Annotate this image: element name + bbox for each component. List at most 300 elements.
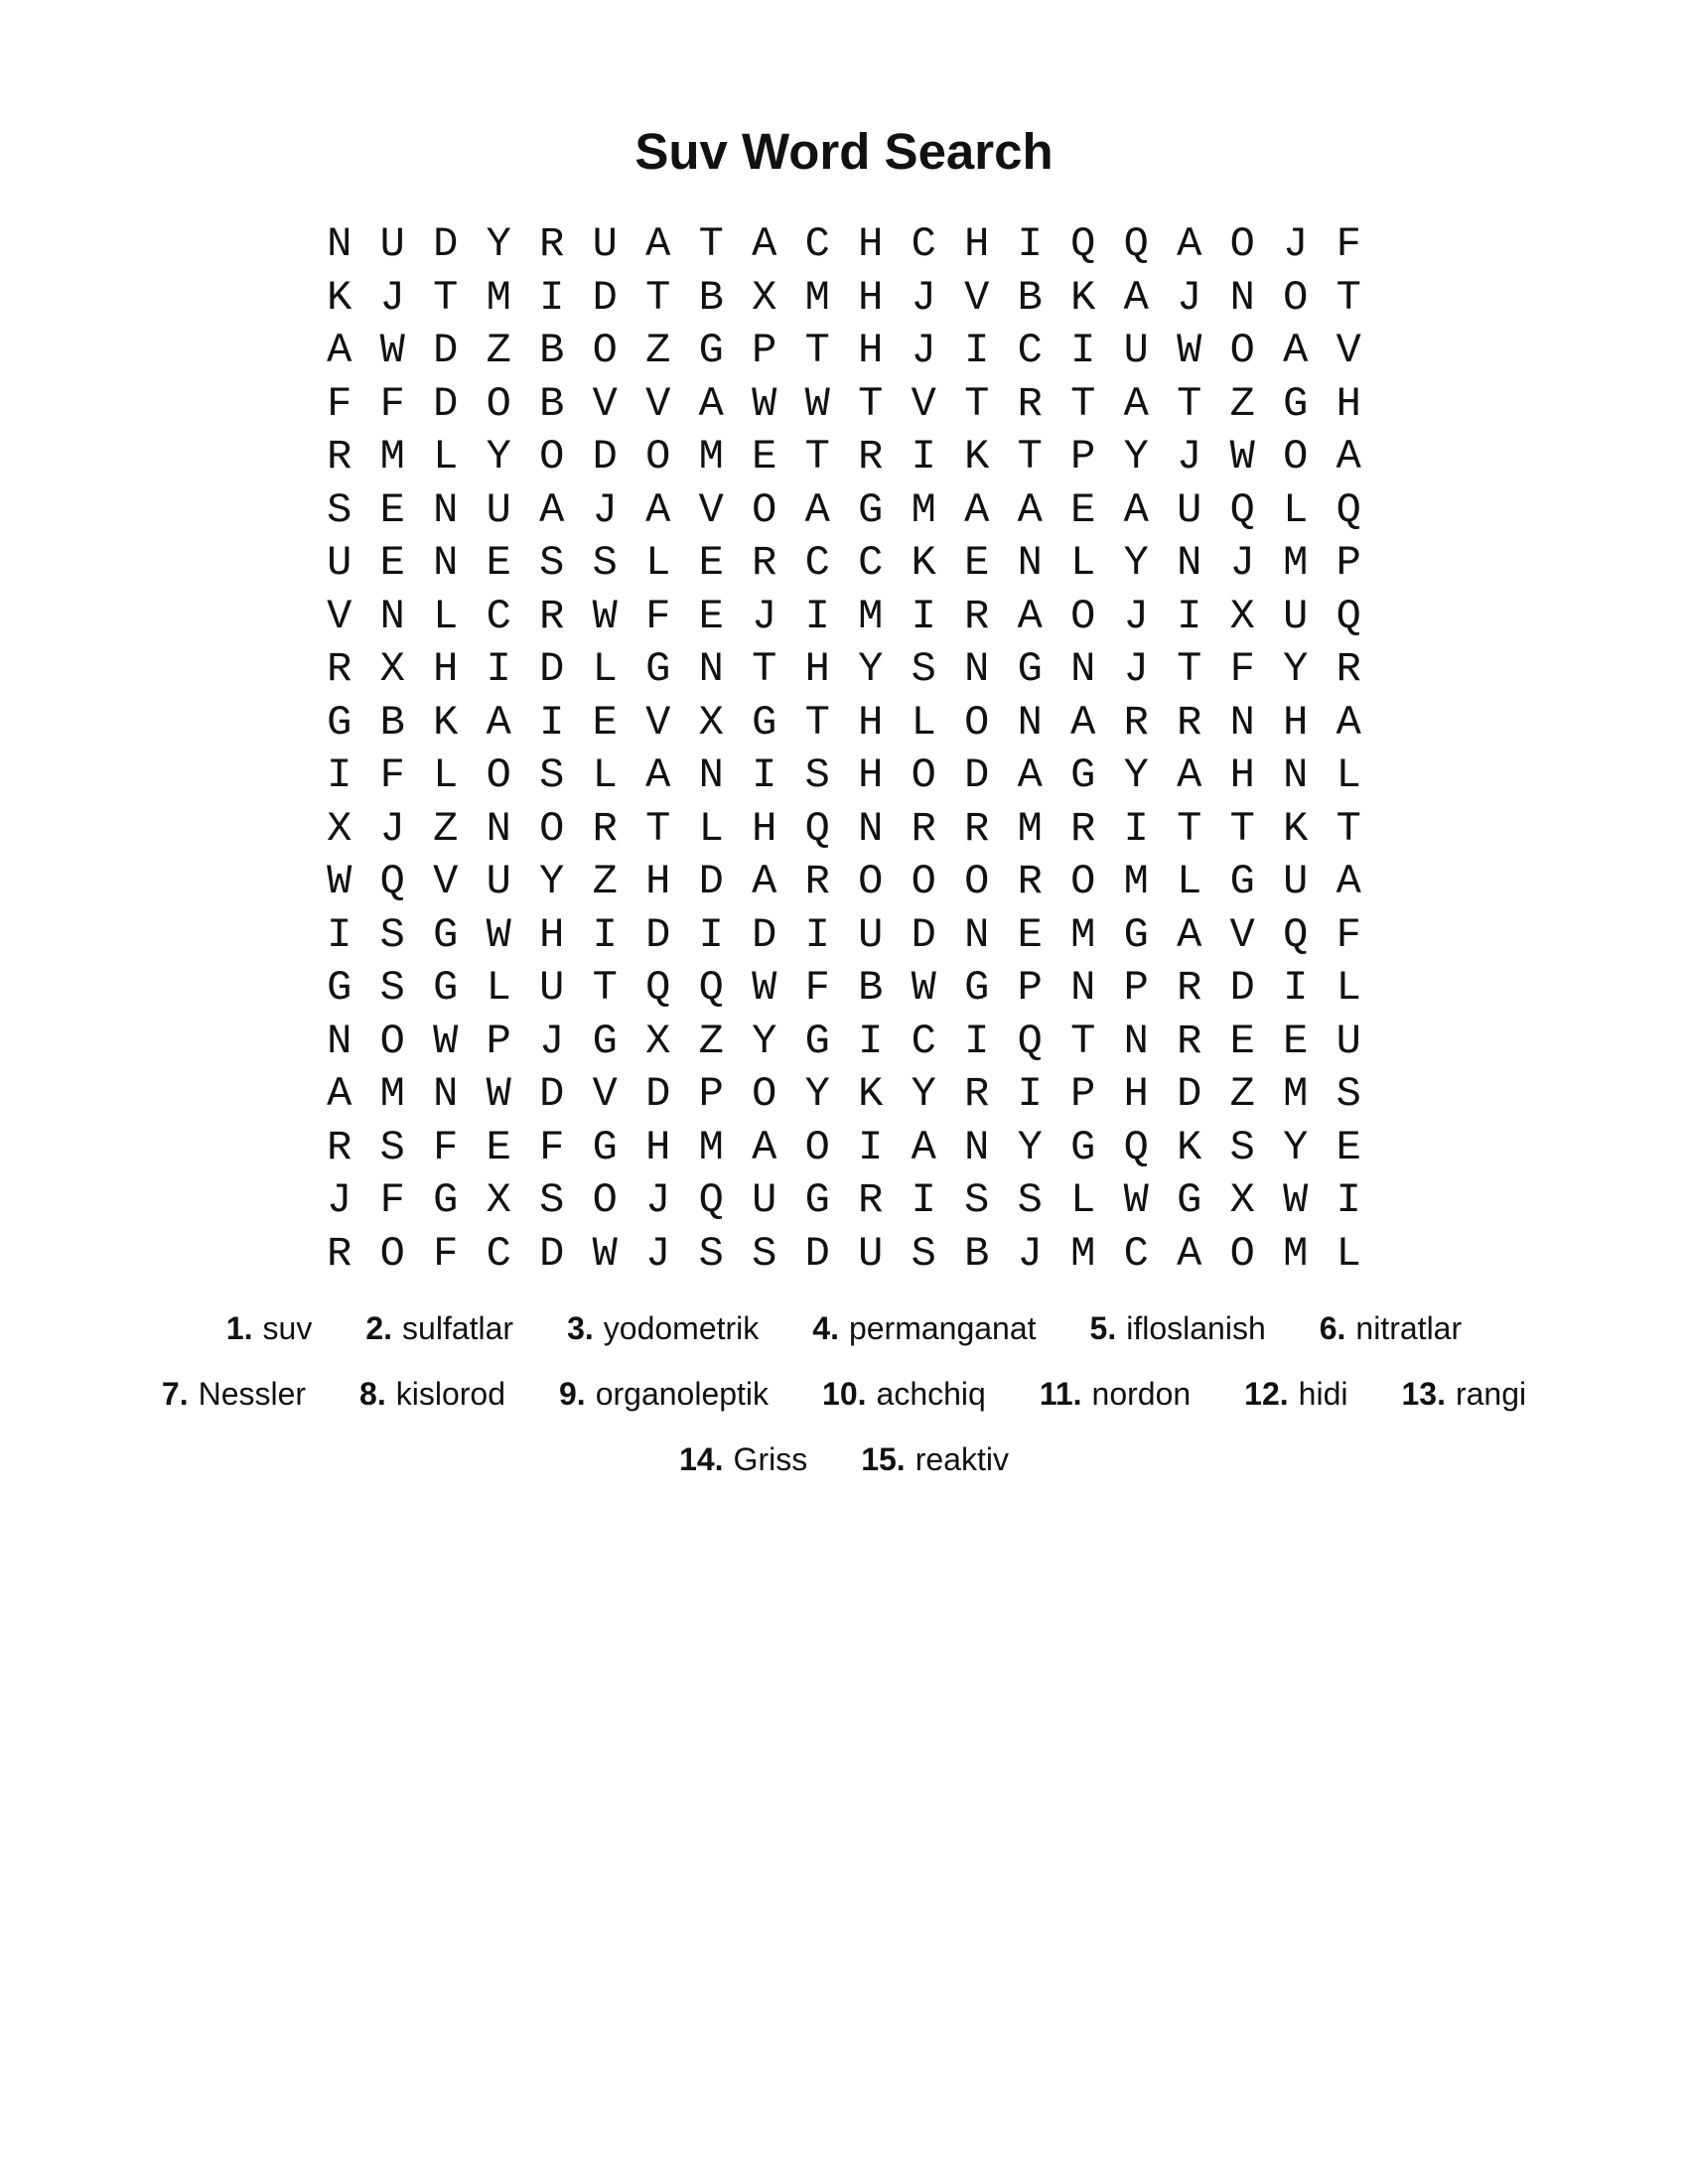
grid-cell: H: [858, 273, 884, 322]
grid-cell: J: [1123, 645, 1149, 693]
word-item: [812, 1310, 1036, 1347]
grid-cell: G: [1229, 858, 1255, 905]
grid-cell: H: [858, 751, 884, 799]
grid-cell: M: [804, 273, 830, 322]
grid-cell: R: [964, 592, 990, 640]
grid-cell: C: [911, 1017, 936, 1065]
grid-cell: U: [327, 539, 352, 587]
grid-cell: D: [539, 1070, 565, 1118]
grid-cell: S: [752, 1229, 777, 1278]
grid-cell: I: [911, 433, 936, 480]
word-text: rangi: [1455, 1375, 1527, 1412]
word-text: hidi: [1298, 1375, 1348, 1412]
grid-cell: J: [1283, 220, 1309, 268]
grid-cell: U: [379, 220, 405, 268]
grid-cell: T: [858, 379, 884, 428]
grid-cell: E: [592, 698, 618, 747]
grid-cell: A: [698, 379, 724, 428]
grid-cell: T: [1177, 645, 1202, 693]
grid-cell: Y: [752, 1017, 777, 1065]
grid-cell: M: [1283, 1229, 1309, 1278]
grid-row: [313, 1228, 1380, 1282]
grid-cell: O: [1229, 327, 1255, 374]
grid-cell: V: [1229, 910, 1255, 959]
grid-cell: J: [645, 1176, 671, 1224]
grid-cell: R: [327, 1123, 352, 1171]
grid-cell: A: [1123, 485, 1149, 534]
grid-cell: N: [1017, 539, 1043, 587]
grid-cell: B: [858, 964, 884, 1012]
grid-cell: G: [327, 698, 352, 747]
grid-cell: C: [486, 1229, 511, 1278]
grid-cell: I: [911, 1176, 936, 1224]
grid-row: [313, 484, 1380, 538]
grid-cell: Z: [1229, 1070, 1255, 1118]
grid-cell: O: [858, 858, 884, 905]
grid-cell: H: [1229, 751, 1255, 799]
grid-cell: E: [698, 592, 724, 640]
grid-cell: T: [1017, 433, 1043, 480]
grid-cell: V: [592, 1070, 618, 1118]
grid-cell: A: [911, 1123, 936, 1171]
word-number: 4.: [812, 1309, 839, 1346]
grid-cell: O: [592, 1176, 618, 1224]
grid-cell: C: [858, 539, 884, 587]
grid-cell: I: [804, 910, 830, 959]
grid-cell: U: [1283, 592, 1309, 640]
grid-cell: H: [858, 220, 884, 268]
grid-cell: H: [752, 804, 777, 853]
grid-cell: I: [858, 1017, 884, 1065]
word-item: [1040, 1376, 1191, 1413]
word-text: suv: [262, 1309, 313, 1346]
grid-cell: C: [1123, 1229, 1149, 1278]
grid-cell: I: [539, 698, 565, 747]
grid-cell: C: [911, 220, 936, 268]
grid-cell: Z: [433, 804, 459, 853]
word-number: 8.: [359, 1375, 386, 1412]
grid-cell: A: [752, 1123, 777, 1171]
grid-cell: E: [379, 485, 405, 534]
grid-cell: M: [379, 433, 405, 480]
word-text: sulfatlar: [402, 1309, 514, 1346]
grid-cell: D: [645, 1070, 671, 1118]
word-item: [567, 1310, 759, 1347]
grid-cell: Z: [645, 327, 671, 374]
page-title: Suv Word Search: [634, 123, 1054, 180]
grid-cell: O: [1229, 1229, 1255, 1278]
grid-row: [313, 750, 1380, 803]
grid-cell: H: [433, 645, 459, 693]
grid-cell: V: [433, 858, 459, 905]
grid-cell: O: [1229, 220, 1255, 268]
grid-cell: O: [752, 1070, 777, 1118]
grid-cell: R: [964, 1070, 990, 1118]
grid-cell: R: [858, 433, 884, 480]
grid-cell: D: [964, 751, 990, 799]
grid-cell: A: [327, 1070, 352, 1118]
grid-cell: W: [327, 858, 352, 905]
grid-cell: A: [1070, 698, 1096, 747]
grid-cell: E: [1070, 485, 1096, 534]
grid-cell: J: [645, 1229, 671, 1278]
grid-cell: F: [433, 1229, 459, 1278]
grid-cell: J: [1177, 433, 1202, 480]
grid-cell: D: [911, 910, 936, 959]
grid-cell: T: [1336, 273, 1361, 322]
grid-cell: I: [592, 910, 618, 959]
word-item: [861, 1441, 1009, 1478]
grid-cell: A: [1017, 485, 1043, 534]
grid-cell: F: [433, 1123, 459, 1171]
grid-cell: S: [379, 910, 405, 959]
grid-cell: V: [645, 698, 671, 747]
grid-cell: E: [698, 539, 724, 587]
grid-cell: J: [327, 1176, 352, 1224]
grid-cell: Y: [1123, 433, 1149, 480]
grid-cell: J: [379, 273, 405, 322]
grid-cell: U: [486, 485, 511, 534]
word-text: nitratlar: [1355, 1309, 1463, 1346]
grid-cell: L: [698, 804, 724, 853]
grid-cell: P: [1070, 1070, 1096, 1118]
word-item: [1320, 1310, 1462, 1347]
grid-cell: F: [1229, 645, 1255, 693]
grid-cell: O: [911, 858, 936, 905]
grid-cell: K: [858, 1070, 884, 1118]
word-text: kislorod: [395, 1375, 505, 1412]
grid-cell: N: [1070, 964, 1096, 1012]
grid-cell: F: [379, 751, 405, 799]
grid-cell: Q: [1283, 910, 1309, 959]
grid-cell: D: [1177, 1070, 1202, 1118]
grid-cell: Q: [698, 1176, 724, 1224]
grid-cell: G: [1283, 379, 1309, 428]
grid-cell: I: [327, 910, 352, 959]
grid-cell: L: [486, 964, 511, 1012]
grid-cell: Q: [1017, 1017, 1043, 1065]
grid-cell: P: [1336, 539, 1361, 587]
grid-cell: S: [1336, 1070, 1361, 1118]
grid-cell: S: [327, 485, 352, 534]
grid-cell: N: [1070, 645, 1096, 693]
grid-cell: G: [858, 485, 884, 534]
grid-row: [313, 325, 1380, 378]
grid-cell: W: [804, 379, 830, 428]
word-number: 3.: [567, 1309, 594, 1346]
grid-cell: D: [804, 1229, 830, 1278]
grid-cell: X: [379, 645, 405, 693]
grid-cell: R: [592, 804, 618, 853]
grid-cell: L: [1070, 539, 1096, 587]
grid-cell: I: [1070, 327, 1096, 374]
grid-cell: K: [1177, 1123, 1202, 1171]
grid-cell: O: [752, 485, 777, 534]
word-number: 1.: [225, 1309, 253, 1346]
grid-cell: L: [1070, 1176, 1096, 1224]
grid-cell: T: [964, 379, 990, 428]
grid-cell: S: [1229, 1123, 1255, 1171]
grid-cell: T: [804, 327, 830, 374]
grid-cell: V: [592, 379, 618, 428]
grid-cell: G: [1070, 1123, 1096, 1171]
grid-cell: N: [964, 1123, 990, 1171]
grid-cell: C: [804, 539, 830, 587]
grid-cell: W: [911, 964, 936, 1012]
grid-cell: P: [752, 327, 777, 374]
grid-cell: U: [752, 1176, 777, 1224]
grid-cell: O: [911, 751, 936, 799]
grid-cell: K: [1283, 804, 1309, 853]
grid-cell: U: [592, 220, 618, 268]
word-text: ifloslanish: [1126, 1309, 1266, 1346]
grid-row: [313, 537, 1380, 591]
grid-cell: P: [1123, 964, 1149, 1012]
grid-cell: D: [1229, 964, 1255, 1012]
grid-cell: S: [539, 751, 565, 799]
grid-cell: A: [1177, 910, 1202, 959]
grid-cell: I: [1283, 964, 1309, 1012]
grid-cell: S: [379, 964, 405, 1012]
grid-cell: L: [433, 433, 459, 480]
grid-cell: S: [804, 751, 830, 799]
grid-cell: R: [539, 592, 565, 640]
grid-row: [313, 962, 1380, 1016]
grid-row: [313, 909, 1380, 963]
word-number: 15.: [861, 1440, 906, 1477]
grid-cell: F: [1336, 910, 1361, 959]
grid-cell: I: [1017, 1070, 1043, 1118]
grid-cell: A: [645, 751, 671, 799]
grid-cell: V: [698, 485, 724, 534]
grid-cell: L: [592, 751, 618, 799]
grid-cell: H: [804, 645, 830, 693]
grid-cell: O: [486, 751, 511, 799]
grid-cell: O: [1070, 858, 1096, 905]
grid-cell: T: [1336, 804, 1361, 853]
grid-cell: I: [698, 910, 724, 959]
grid-cell: H: [858, 698, 884, 747]
grid-cell: M: [1123, 858, 1149, 905]
grid-cell: G: [433, 910, 459, 959]
grid-cell: A: [1123, 379, 1149, 428]
grid-cell: Q: [379, 858, 405, 905]
grid-cell: C: [804, 220, 830, 268]
grid-cell: B: [539, 327, 565, 374]
grid-cell: U: [1123, 327, 1149, 374]
word-number: 9.: [559, 1375, 586, 1412]
word-text: Griss: [733, 1440, 808, 1477]
grid-cell: O: [379, 1017, 405, 1065]
word-item: [679, 1441, 807, 1478]
grid-cell: U: [858, 910, 884, 959]
word-item: [559, 1376, 769, 1413]
grid-cell: N: [433, 485, 459, 534]
grid-cell: H: [1336, 379, 1361, 428]
grid-cell: L: [1177, 858, 1202, 905]
grid-cell: T: [1177, 804, 1202, 853]
grid-cell: S: [379, 1123, 405, 1171]
grid-cell: Q: [698, 964, 724, 1012]
grid-cell: M: [379, 1070, 405, 1118]
word-number: 7.: [161, 1375, 189, 1412]
grid-cell: V: [645, 379, 671, 428]
grid-cell: D: [539, 1229, 565, 1278]
grid-cell: W: [752, 964, 777, 1012]
grid-cell: J: [911, 273, 936, 322]
grid-cell: D: [433, 220, 459, 268]
grid-cell: B: [1017, 273, 1043, 322]
word-text: reaktiv: [914, 1440, 1009, 1477]
grid-cell: A: [752, 220, 777, 268]
grid-cell: V: [964, 273, 990, 322]
grid-cell: G: [1177, 1176, 1202, 1224]
grid-cell: S: [539, 1176, 565, 1224]
grid-cell: E: [1336, 1123, 1361, 1171]
grid-cell: T: [804, 698, 830, 747]
grid-cell: K: [327, 273, 352, 322]
grid-cell: V: [911, 379, 936, 428]
grid-cell: I: [1177, 592, 1202, 640]
word-text: achchiq: [876, 1375, 986, 1412]
word-item: [162, 1376, 306, 1413]
grid-cell: H: [645, 858, 671, 905]
grid-cell: B: [698, 273, 724, 322]
grid-row: [313, 378, 1380, 432]
grid-cell: O: [592, 327, 618, 374]
grid-cell: R: [1177, 698, 1202, 747]
grid-cell: X: [1229, 592, 1255, 640]
grid-cell: U: [858, 1229, 884, 1278]
grid-cell: F: [379, 1176, 405, 1224]
grid-cell: B: [964, 1229, 990, 1278]
grid-cell: P: [1017, 964, 1043, 1012]
grid-cell: R: [964, 804, 990, 853]
grid-cell: S: [592, 539, 618, 587]
grid-row: [313, 803, 1380, 857]
grid-cell: G: [327, 964, 352, 1012]
grid-cell: O: [804, 1123, 830, 1171]
grid-cell: R: [327, 645, 352, 693]
grid-cell: N: [1283, 751, 1309, 799]
grid-cell: R: [1177, 1017, 1202, 1065]
grid-cell: J: [1017, 1229, 1043, 1278]
grid-cell: N: [1229, 698, 1255, 747]
word-number: 13.: [1401, 1375, 1446, 1412]
grid-cell: G: [592, 1017, 618, 1065]
grid-cell: S: [911, 645, 936, 693]
grid-cell: A: [1336, 433, 1361, 480]
grid-cell: W: [1123, 1176, 1149, 1224]
grid-cell: O: [379, 1229, 405, 1278]
grid-cell: W: [1283, 1176, 1309, 1224]
grid-cell: Y: [858, 645, 884, 693]
grid-cell: A: [1017, 592, 1043, 640]
grid-cell: D: [592, 273, 618, 322]
grid-cell: P: [486, 1017, 511, 1065]
grid-cell: R: [1177, 964, 1202, 1012]
grid-cell: V: [327, 592, 352, 640]
grid-cell: A: [1336, 858, 1361, 905]
grid-cell: Y: [486, 220, 511, 268]
word-text: organoleptik: [595, 1375, 770, 1412]
grid-cell: Y: [1283, 1123, 1309, 1171]
word-list-row: [60, 1361, 1628, 1427]
grid-cell: Y: [804, 1070, 830, 1118]
grid-cell: Y: [1017, 1123, 1043, 1171]
grid-cell: Z: [698, 1017, 724, 1065]
word-list: [60, 1296, 1628, 1492]
grid-cell: P: [698, 1070, 724, 1118]
grid-cell: E: [486, 539, 511, 587]
word-number: 11.: [1039, 1375, 1082, 1412]
grid-cell: O: [539, 804, 565, 853]
grid-cell: T: [804, 433, 830, 480]
grid-cell: T: [698, 220, 724, 268]
grid-cell: U: [1336, 1017, 1361, 1065]
grid-cell: E: [379, 539, 405, 587]
word-number: 10.: [822, 1375, 867, 1412]
grid-cell: R: [327, 433, 352, 480]
grid-cell: N: [327, 1017, 352, 1065]
grid-cell: X: [1229, 1176, 1255, 1224]
grid-row: [313, 1016, 1380, 1069]
grid-cell: H: [645, 1123, 671, 1171]
word-item: [822, 1376, 986, 1413]
grid-cell: A: [327, 327, 352, 374]
grid-cell: O: [964, 698, 990, 747]
grid-cell: A: [804, 485, 830, 534]
grid-cell: H: [1283, 698, 1309, 747]
grid-cell: K: [433, 698, 459, 747]
grid-cell: O: [964, 858, 990, 905]
grid-cell: R: [858, 1176, 884, 1224]
grid-cell: Q: [1123, 220, 1149, 268]
grid-cell: M: [1017, 804, 1043, 853]
grid-cell: X: [645, 1017, 671, 1065]
grid-cell: S: [964, 1176, 990, 1224]
grid-cell: Y: [539, 858, 565, 905]
grid-cell: Y: [1123, 751, 1149, 799]
grid-cell: W: [486, 1070, 511, 1118]
grid-cell: D: [433, 327, 459, 374]
grid-cell: S: [1017, 1176, 1043, 1224]
word-list-row: [60, 1427, 1628, 1492]
grid-cell: Q: [1336, 592, 1361, 640]
grid-cell: M: [1283, 1070, 1309, 1118]
grid-cell: F: [1336, 220, 1361, 268]
grid-cell: D: [592, 433, 618, 480]
grid-cell: I: [327, 751, 352, 799]
grid-cell: I: [964, 327, 990, 374]
grid-cell: J: [1123, 592, 1149, 640]
grid-cell: D: [645, 910, 671, 959]
grid-cell: A: [645, 485, 671, 534]
word-text: nordon: [1091, 1375, 1192, 1412]
grid-cell: N: [486, 804, 511, 853]
grid-cell: W: [486, 910, 511, 959]
grid-cell: K: [1070, 273, 1096, 322]
grid-cell: L: [1336, 964, 1361, 1012]
grid-cell: N: [1123, 1017, 1149, 1065]
grid-cell: I: [858, 1123, 884, 1171]
grid-cell: G: [433, 1176, 459, 1224]
grid-cell: A: [645, 220, 671, 268]
grid-cell: R: [911, 804, 936, 853]
grid-cell: U: [539, 964, 565, 1012]
grid-cell: A: [1177, 751, 1202, 799]
grid-cell: Q: [1070, 220, 1096, 268]
